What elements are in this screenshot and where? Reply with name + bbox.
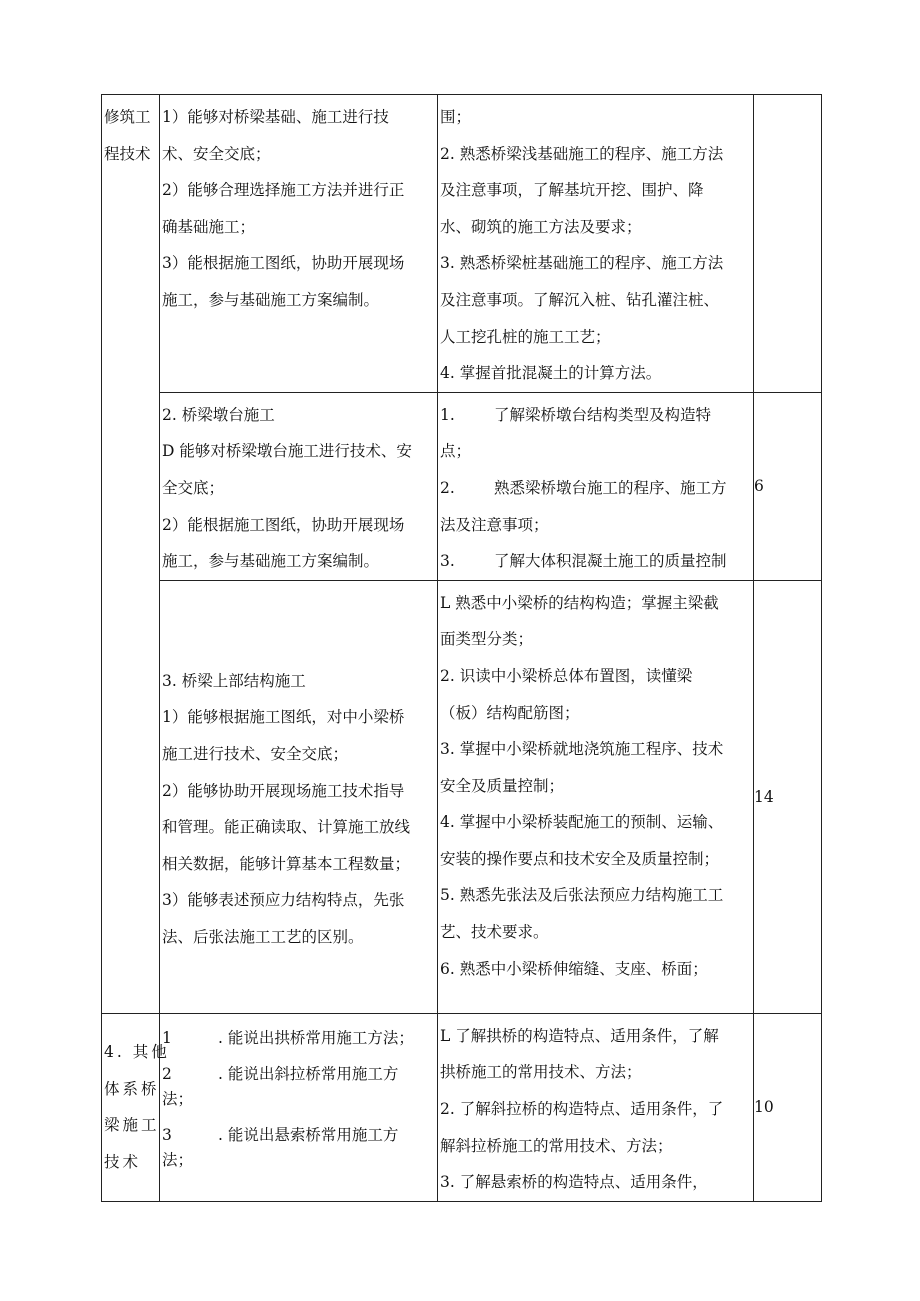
ability-line: 施工进行技术、安全交底； — [162, 744, 349, 763]
ability-line: 3）能够表述预应力结构特点，先张 — [162, 891, 405, 910]
hours-value: 14 — [754, 787, 774, 806]
knowledge-line: 3. 熟悉桥梁桩基础施工的程序、施工方法 — [440, 254, 724, 273]
ability-item — [162, 1026, 437, 1062]
knowledge-line: 人工挖孔桩的施工工艺； — [440, 327, 611, 346]
knowledge-line: 3. 掌握中小梁桥就地浇筑施工程序、技术 — [440, 740, 724, 759]
ability-line: 1）能够对桥梁基础、施工进行技 — [162, 108, 389, 126]
knowledge-cell — [438, 1013, 754, 1201]
item-number: 1. — [440, 405, 455, 424]
knowledge-item — [440, 543, 751, 580]
ability-line: 法、后张法施工工艺的区别。 — [162, 927, 364, 946]
knowledge-line: L 熟悉中小梁桥的结构构造；掌握主梁截 — [440, 593, 719, 612]
ability-line: 2）能根据施工图纸，协助开展现场 — [162, 515, 405, 534]
item-text: 点； — [440, 442, 472, 461]
knowledge-line: 面类型分类； — [440, 630, 534, 649]
item-text: 法； — [162, 1150, 194, 1169]
hours-cell — [754, 580, 822, 1013]
knowledge-line: 围； — [440, 108, 472, 126]
ability-line: 1）能够根据施工图纸，对中小梁桥 — [162, 708, 405, 727]
item-number: 3. — [440, 552, 455, 571]
ability-line: 相关数据，能够计算基本工程数量； — [162, 854, 411, 873]
knowledge-line: （板）结构配筋图； — [440, 703, 580, 722]
hours-value — [754, 95, 821, 99]
knowledge-line: 4. 掌握中小梁桥装配施工的预制、运输、 — [440, 813, 724, 832]
ability-cell — [160, 392, 438, 580]
ability-line: 2. 桥梁墩台施工 — [162, 405, 275, 424]
category-line: 梁施工 — [104, 1116, 160, 1135]
item-text: . 能说出斜拉桥常用施工方 — [218, 1064, 399, 1083]
item-number: 2. — [440, 478, 455, 497]
ability-item — [162, 1062, 437, 1087]
knowledge-line: 解斜拉桥施工的常用技术、方法； — [440, 1136, 673, 1155]
ability-item — [162, 1087, 437, 1123]
knowledge-line: 6. 熟悉中小梁桥伸缩缝、支座、桥面； — [440, 959, 708, 978]
knowledge-cell — [438, 392, 754, 580]
knowledge-line: 艺、技术要求。 — [440, 923, 549, 942]
item-number: 2 — [162, 1064, 172, 1083]
item-text: 了解大体积混凝土施工的质量控制 — [494, 552, 727, 571]
ability-line: 全交底； — [162, 478, 225, 497]
knowledge-line: 2. 熟悉桥梁浅基础施工的程序、施工方法 — [440, 144, 724, 163]
item-text: 熟悉梁桥墩台施工的程序、施工方 — [494, 478, 727, 497]
ability-line: 施工，参与基础施工方案编制。 — [162, 290, 380, 309]
knowledge-line: 及注意事项。了解沉入桩、钻孔灌注桩、 — [440, 290, 720, 309]
knowledge-line: 4. 掌握首批混凝土的计算方法。 — [440, 364, 662, 383]
ability-item — [162, 1123, 437, 1148]
category-line: 4. 其他 — [104, 1043, 170, 1062]
table-row — [102, 392, 822, 580]
knowledge-line: 拱桥施工的常用技术、方法； — [440, 1063, 642, 1082]
table-row — [102, 1013, 822, 1201]
item-text: 了解梁桥墩台结构类型及构造特 — [494, 405, 712, 424]
knowledge-line: 及注意事项，了解基坑开挖、围护、降 — [440, 181, 704, 200]
ability-line: 术、安全交底； — [162, 144, 271, 163]
knowledge-item — [440, 507, 751, 544]
ability-line: 确基础施工； — [162, 217, 256, 236]
category-line: 程技术 — [104, 144, 151, 163]
table-row — [102, 95, 822, 393]
knowledge-line: 5. 熟悉先张法及后张法预应力结构施工工 — [440, 886, 724, 905]
ability-item — [162, 1148, 437, 1173]
ability-cell — [160, 1013, 438, 1201]
hours-cell — [754, 392, 822, 580]
hours-value: 10 — [754, 1098, 774, 1117]
item-text: 法； — [162, 1089, 194, 1108]
hours-cell — [754, 95, 822, 393]
knowledge-cell — [438, 580, 754, 1013]
item-text: 法及注意事项； — [440, 515, 549, 534]
knowledge-item — [440, 397, 751, 434]
ability-line: 2）能够协助开展现场施工技术指导 — [162, 781, 405, 800]
ability-line: 和管理。能正确读取、计算施工放线 — [162, 818, 411, 837]
ability-cell — [160, 95, 438, 393]
knowledge-line: 水、砌筑的施工方法及要求； — [440, 217, 642, 236]
category-line: 技术 — [104, 1152, 142, 1171]
hours-value: 6 — [754, 477, 764, 496]
category-cell — [102, 1013, 170, 1201]
knowledge-line: 3. 了解悬索桥的构造特点、适用条件， — [440, 1173, 708, 1192]
hours-cell — [754, 1013, 822, 1201]
ability-line: D 能够对桥梁墩台施工进行技术、安 — [162, 442, 412, 461]
category-cell — [102, 95, 160, 1014]
table-row — [102, 580, 822, 1013]
item-number: 1 — [162, 1028, 172, 1047]
knowledge-line: 安装的操作要点和技术安全及质量控制； — [440, 849, 720, 868]
ability-line: 3. 桥梁上部结构施工 — [162, 671, 306, 690]
knowledge-line: 2. 了解斜拉桥的构造特点、适用条件，了 — [440, 1099, 724, 1118]
knowledge-line: 安全及质量控制； — [440, 776, 565, 795]
ability-cell — [160, 580, 438, 1013]
course-table — [101, 94, 822, 1202]
knowledge-item — [440, 433, 751, 470]
knowledge-line: 2. 识读中小梁桥总体布置图，读懂梁 — [440, 666, 693, 685]
knowledge-cell — [438, 95, 754, 393]
item-text: . 能说出拱桥常用施工方法； — [218, 1028, 414, 1047]
ability-line: 施工，参与基础施工方案编制。 — [162, 552, 380, 571]
knowledge-line: L 了解拱桥的构造特点、适用条件，了解 — [440, 1026, 719, 1045]
knowledge-item — [440, 470, 751, 507]
category-line: 修筑工 — [104, 108, 151, 126]
category-line: 体系桥 — [104, 1079, 160, 1098]
ability-line: 3）能根据施工图纸，协助开展现场 — [162, 254, 405, 273]
item-text: . 能说出悬索桥常用施工方 — [218, 1125, 399, 1144]
ability-line: 2）能够合理选择施工方法并进行正 — [162, 181, 405, 200]
item-number: 3 — [162, 1125, 172, 1144]
